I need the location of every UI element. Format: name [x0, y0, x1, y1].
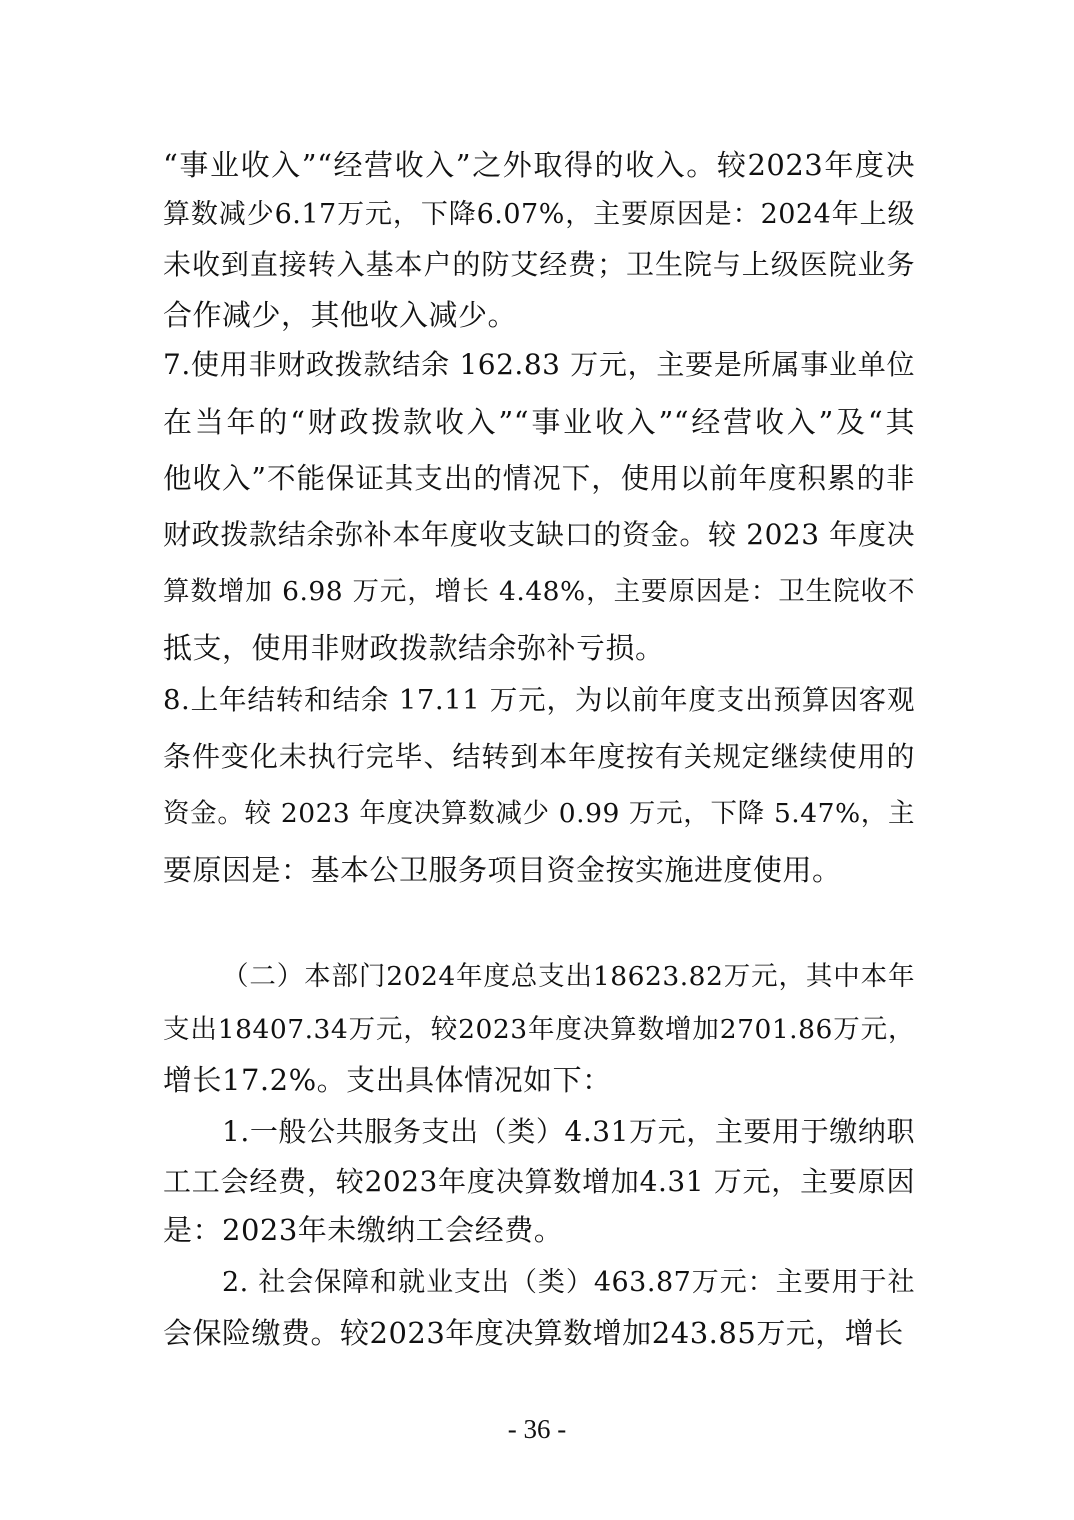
text-line: 未收到直接转入基本户的防艾经费；卫生院与上级医院业务: [163, 248, 915, 281]
text-line: 条件变化未执行完毕、结转到本年度按有关规定继续使用的: [163, 740, 915, 773]
text-line: 支出18407.34万元，较2023年度决算数增加2701.86万元，: [163, 1014, 915, 1045]
text-line: 2. 社会保障和就业支出（类）463.87万元：主要用于社: [222, 1267, 915, 1298]
text-line: 会保险缴费。较2023年度决算数增加243.85万元，增长: [163, 1316, 904, 1350]
text-line: 是：2023年未缴纳工会经费。: [163, 1213, 564, 1247]
text-line: 1.一般公共服务支出（类）4.31万元，主要用于缴纳职: [222, 1115, 915, 1148]
text-line: 合作减少，其他收入减少。: [163, 298, 518, 332]
text-line: 增长17.2%。支出具体情况如下：: [163, 1063, 612, 1097]
text-line: 算数增加 6.98 万元，增长 4.48%，主要原因是：卫生院收不: [163, 576, 915, 607]
text-line: 8.上年结转和结余 17.11 万元，为以前年度支出预算因客观: [163, 684, 915, 716]
text-line: 要原因是：基本公卫服务项目资金按实施进度使用。: [163, 853, 842, 887]
text-line: 算数减少6.17万元，下降6.07%，主要原因是：2024年上级: [163, 199, 915, 230]
text-line: “事业收入”“经营收入”之外取得的收入。较2023年度决: [163, 148, 915, 182]
page-number: - 36 -: [507, 1414, 567, 1444]
text-line: 在当年的“财政拨款收入”“事业收入”“经营收入”及“其: [163, 405, 915, 439]
text-line: （二）本部门2024年度总支出18623.82万元，其中本年: [222, 961, 915, 992]
text-line: 7.使用非财政拨款结余 162.83 万元，主要是所属事业单位: [163, 348, 915, 381]
text-line: 资金。较 2023 年度决算数减少 0.99 万元，下降 5.47%，主: [163, 798, 915, 829]
text-line: 他收入”不能保证其支出的情况下，使用以前年度积累的非: [163, 462, 915, 495]
text-line: 工工会经费，较2023年度决算数增加4.31 万元，主要原因: [163, 1165, 915, 1198]
text-line: 财政拨款结余弥补本年度收支缺口的资金。较 2023 年度决: [163, 518, 915, 551]
text-line: 抵支，使用非财政拨款结余弥补亏损。: [163, 631, 665, 665]
